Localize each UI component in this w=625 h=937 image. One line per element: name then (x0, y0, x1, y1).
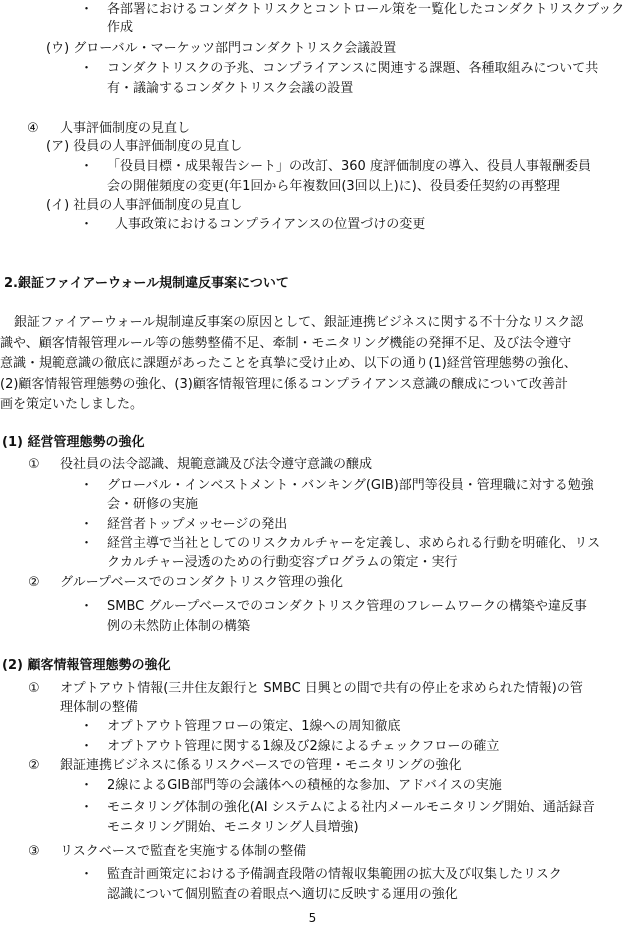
text-line: モニタリング体制の強化(AI システムによる社内メールモニタリング開始、通話録音 (107, 800, 595, 815)
bullet: ・ (80, 217, 94, 232)
item-number: ③ (28, 844, 40, 859)
section-heading: 2.銀証ファイアーウォール規制違反事案について (4, 276, 289, 291)
page-number: 5 (308, 911, 317, 925)
text-line: 各部署におけるコンダクトリスクとコントロール策を一覧化したコンダクトリスクブック (107, 2, 625, 17)
text-line: 有・議論するコンダクトリスク会議の設置 (107, 81, 354, 96)
bullet: ・ (80, 517, 94, 532)
item-number: ① (28, 681, 40, 696)
text-line: 人事政策におけるコンプライアンスの位置づけの変更 (115, 217, 426, 232)
text-line: 経営主導で当社としてのリスクカルチャーを定義し、求められる行動を明確化、リス (107, 536, 601, 551)
text-line: コンダクトリスクの予兆、コンプライアンスに関連する課題、各種取組みについて共 (107, 61, 599, 76)
text-line: グローバル・インベストメント・バンキング(GIB)部門等役員・管理職に対する勉強 (107, 478, 594, 493)
item-number: ② (28, 575, 40, 590)
subsection-heading: (1) 経営管理態勢の強化 (2, 435, 145, 450)
text-line: オプトアウト管理に関する1線及び2線によるチェックフローの確立 (107, 739, 500, 754)
subheading: (ウ) グローバル・マーケッツ部門コンダクトリスク会議設置 (46, 41, 397, 56)
item-number: ① (28, 457, 40, 472)
text-line: クカルチャー浸透のための行動変容プログラムの策定・実行 (107, 555, 458, 570)
text-line: 2線によるGIB部門等の会議体への積極的な参加、アドバイスの実施 (107, 778, 502, 793)
item-title: 人事評価制度の見直し (60, 121, 191, 136)
item-title: 銀証連携ビジネスに係るリスクベースでの管理・モニタリングの強化 (60, 758, 462, 773)
bullet: ・ (80, 739, 94, 754)
paragraph-line: 画を策定いたしました。 (0, 397, 144, 412)
subsection-heading: (2) 顧客情報管理態勢の強化 (2, 658, 171, 673)
text-line: 会の開催頻度の変更(年1回から年複数回(3回以上)に)、役員委任契約の再整理 (107, 179, 560, 194)
text-line: モニタリング開始、モニタリング人員増強) (107, 820, 359, 835)
text-line: 会・研修の実施 (107, 497, 199, 512)
text-line: 例の未然防止体制の構築 (107, 619, 251, 634)
bullet: ・ (80, 159, 94, 174)
bullet: ・ (80, 536, 94, 551)
text-line: 経営者トップメッセージの発出 (107, 517, 288, 532)
paragraph-line: 銀証ファイアーウォール規制違反事案の原因として、銀証連携ビジネスに関する不十分なリスク認 (14, 315, 584, 330)
subheading: (イ) 社員の人事評価制度の見直し (46, 198, 243, 213)
item-number: ② (28, 758, 40, 773)
item-title: オプトアウト情報(三井住友銀行と SMBC 日興との間で共有の停止を求められた情報)の管 (60, 681, 583, 696)
item-title: 役社員の法令認識、規範意識及び法令遵守意識の醸成 (60, 457, 373, 472)
bullet: ・ (80, 478, 94, 493)
bullet: ・ (80, 778, 94, 793)
bullet: ・ (80, 599, 94, 614)
text-line: 認識について個別監査の着眼点へ適切に反映する運用の強化 (107, 887, 458, 902)
bullet: ・ (80, 2, 94, 17)
bullet: ・ (80, 61, 94, 76)
subheading: (ア) 役員の人事評価制度の見直し (46, 139, 243, 154)
paragraph-line: 識や、顧客情報管理ルール等の態勢整備不足、牽制・モニタリング機能の発揮不足、及び法令遵守 (0, 336, 572, 351)
text-line: 作成 (107, 20, 134, 35)
bullet: ・ (80, 719, 94, 734)
bullet: ・ (80, 800, 94, 815)
text-line: オプトアウト管理フローの策定、1線への周知徹底 (107, 719, 401, 734)
paragraph-line: (2)顧客情報管理態勢の強化、(3)顧客情報管理に係るコンプライアンス意識の醸成について改善計 (0, 377, 568, 392)
item-title: リスクベースで監査を実施する体制の整備 (60, 844, 307, 859)
text-line: 「役員目標・成果報告シート」の改訂、360 度評価制度の導入、役員人事報酬委員 (107, 159, 591, 174)
bullet: ・ (80, 867, 94, 882)
text-line: SMBC グループベースでのコンダクトリスク管理のフレームワークの構築や違反事 (107, 599, 587, 614)
item-title: グループベースでのコンダクトリスク管理の強化 (60, 575, 344, 590)
paragraph-line: 意識・規範意識の徹底に課題があったことを真摯に受け止め、以下の通り(1)経営管理態勢の強化、 (0, 356, 577, 371)
text-line: 監査計画策定における予備調査段階の情報収集範囲の拡大及び収集したリスク (107, 867, 562, 882)
item-number: ④ (27, 121, 39, 136)
item-title: 理体制の整備 (60, 700, 139, 715)
